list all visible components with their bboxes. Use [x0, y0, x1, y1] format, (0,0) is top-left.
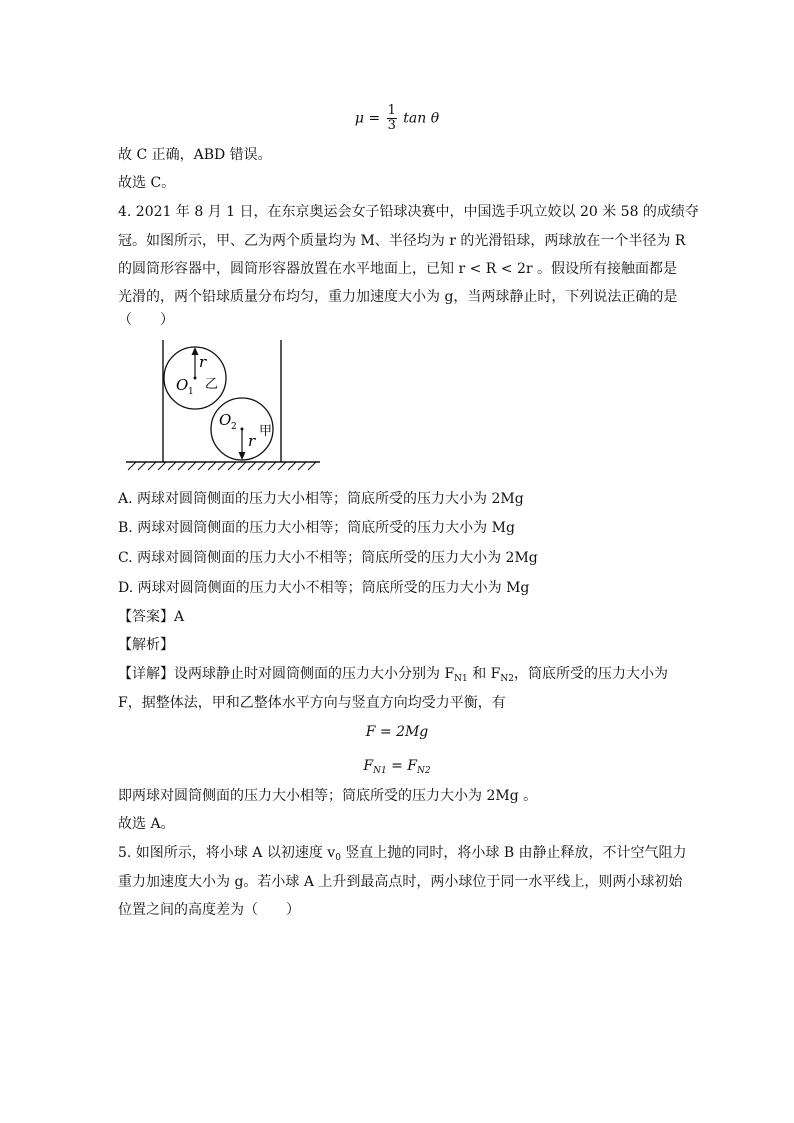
label-jia: 甲 [259, 424, 273, 439]
equation-mu [0, 104, 794, 133]
question-5-line: 重力加速度大小为 g。若小球 A 上升到最高点时，两小球位于同一水平线上，则两小球初始 [118, 874, 683, 890]
question-4-line: （ ） [118, 312, 174, 328]
label-r2: r [248, 432, 256, 450]
eq2-b: = F [386, 758, 418, 774]
text-line: 故选 A。 [118, 816, 175, 832]
label-r1: r [199, 353, 207, 371]
label-o2-sub: 2 [231, 422, 237, 432]
q5-sub-0: 0 [335, 853, 341, 863]
ground-hatching [128, 462, 316, 470]
option-c: C. 两球对圆筒侧面的压力大小不相等；筒底所受的压力大小为 2Mg [118, 550, 538, 566]
option-a: A. 两球对圆筒侧面的压力大小相等；筒底所受的压力大小为 2Mg [118, 491, 524, 507]
analysis-label: 【解析】 [118, 637, 174, 653]
text-line: 故选 C。 [118, 175, 176, 191]
question-5-line: 位置之间的高度差为（ ） [118, 902, 300, 918]
question-4-line: 光滑的，两个铅球质量分布均匀，重力加速度大小为 g，当两球静止时，下列说法正确的是 [118, 289, 678, 305]
detail-line-1 [118, 664, 678, 689]
detail-line-3: 即两球对圆筒侧面的压力大小相等；筒底所受的压力大小为 2Mg 。 [118, 788, 538, 804]
detail-text-b: 和 F [467, 666, 501, 682]
label-o2: O [219, 411, 232, 429]
label-o1: O [176, 376, 189, 394]
equation-f: F = 2Mg [365, 724, 429, 740]
question-4-line: 4. 2021 年 8 月 1 日，在东京奥运会女子铅球决赛中，中国选手巩立姣以 20 米 58 的成绩夺 [118, 204, 699, 220]
eq-mu-rhs: tan θ [403, 110, 440, 127]
cylinder-balls-figure [118, 336, 328, 476]
detail-text-a: 【详解】设两球静止时对圆筒侧面的压力大小分别为 F [118, 666, 455, 682]
arrowhead-2 [239, 452, 246, 460]
eq2-sub-2: N2 [417, 766, 431, 776]
equation-fn [0, 756, 794, 781]
option-d: D. 两球对圆筒侧面的压力大小不相等；筒底所受的压力大小为 Mg [118, 580, 530, 596]
label-o1-sub: 1 [188, 387, 194, 397]
detail-line-2: F，据整体法，甲和乙整体水平方向与竖直方向均受力平衡，有 [118, 695, 506, 711]
q5-text-a: 5. 如图所示，将小球 A 以初速度 v [118, 845, 336, 861]
text-line: 故 C 正确，ABD 错误。 [118, 147, 272, 163]
eq-mu-den: 3 [387, 118, 396, 133]
detail-sub-n1: N1 [454, 674, 468, 684]
detail-sub-n2: N2 [500, 674, 515, 684]
question-5-line [118, 843, 687, 868]
question-4-line: 冠。如图所示，甲、乙为两个质量均为 M、半径均为 r 的光滑铅球，两球放在一个半径为 R [118, 233, 686, 249]
eq2-a: F [363, 758, 374, 774]
label-yi: 乙 [205, 377, 219, 392]
answer-label: 【答案】A [118, 609, 185, 625]
eq-mu-fraction [387, 104, 397, 133]
eq-mu-num: 1 [387, 103, 396, 118]
arrowhead-1 [192, 347, 199, 355]
question-4-line: 的圆筒形容器中，圆筒形容器放置在水平地面上，已知 r < R < 2r 。假设所有接触面都是 [118, 261, 677, 277]
eq-mu-lhs: μ = [354, 110, 381, 127]
detail-text-c: ，筒底所受的压力大小为 [514, 666, 669, 682]
option-b: B. 两球对圆筒侧面的压力大小相等；筒底所受的压力大小为 Mg [118, 520, 515, 536]
q5-text-b: 竖直上抛的同时，将小球 B 由静止释放，不计空气阻力 [340, 845, 687, 861]
eq2-sub-1: N1 [373, 766, 387, 776]
